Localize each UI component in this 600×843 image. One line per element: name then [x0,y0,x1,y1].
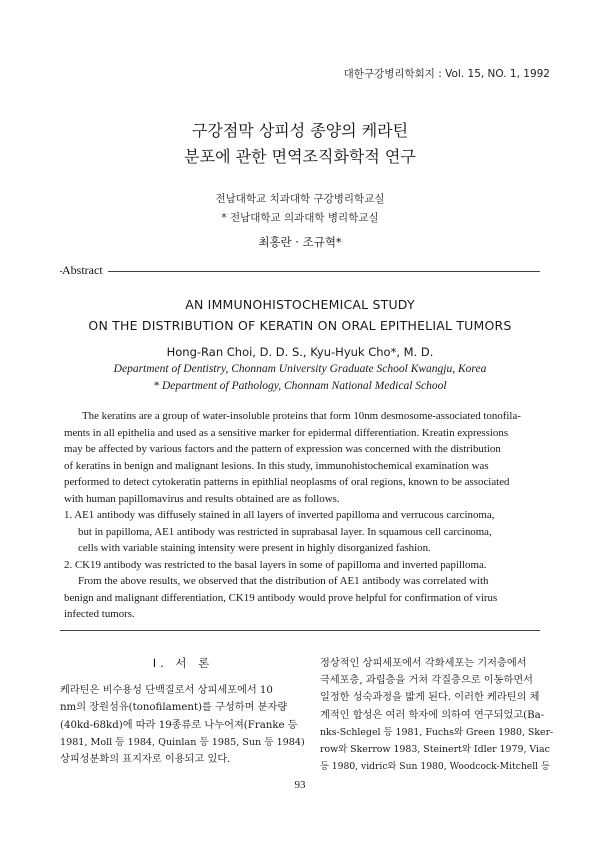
body-line: 극세포층, 과립층을 거쳐 각질층으로 이동하면서 [320,675,534,687]
body-line: 계적인 합성은 여러 학자에 의하여 연구되었고(Ba- [320,709,545,721]
english-title-line: AN IMMUNOHISTOCHEMICAL STUDY [185,297,415,312]
body-line: nks-Schlegel 등 1981, Fuchs와 Green 1980, Sker- [320,726,554,738]
korean-authors: 최홍란 · 조규혁* [258,235,342,249]
english-authors: Hong-Ran Choi, D. D. S., Kyu-Hyuk Cho*, M. D. [166,345,434,359]
abstract-line: with human papillomavirus and results obtained are as follows. [64,492,340,505]
abstract-body [64,408,542,623]
body-line: (40kd-68kd)에 따라 19종류로 나누어져(Franke 등 [60,719,298,731]
left-column [60,655,306,768]
abstract-line: ments in all epithelia and used as a sensitive marker for epidermal differentiation. Kreatin expressions [64,426,509,439]
abstract-line: but in papilloma, AE1 antibody was restricted in suprabasal layer. In squamous cell carcinoma, [78,525,492,538]
abstract-line: 1. AE1 antibody was diffusely stained in all layers of inverted papilloma and verrucous carcinoma, [64,509,495,521]
abstract-label: Abstract [62,263,108,278]
abstract-line: The keratins are a group of water-insoluble proteins that form 10nm desmosome-associated tonofila- [82,410,521,422]
english-department: Department of Dentistry, Chonnam University Graduate School Kwangju, Korea [113,363,487,375]
korean-title [0,118,600,170]
body-line: 상피성분화의 표지자로 이용되고 있다. [60,754,231,766]
abstract-line: 2. CK19 antibody was restricted to the basal layers in some of papilloma and inverted papilloma. [64,558,487,571]
korean-affiliations [0,190,600,228]
english-title [0,294,600,336]
abstract-line: of keratins in benign and malignant lesions. In this study, immunohistochemical examination was [64,459,489,472]
body-line: 등 1980, vidric와 Sun 1980, Woodcock-Mitchell 등 [320,761,550,773]
korean-title-line: 분포에 관한 면역조직화학적 연구 [184,147,416,166]
abstract-bottom-rule [60,630,540,631]
abstract-line: From the above results, we observed that the distribution of AE1 antibody was correlated with [78,575,489,587]
abstract-line: may be affected by various factors and the pattern of expression was concerned with the distribution [64,443,501,455]
body-line: 1981, Moll 등 1984, Quinlan 등 1985, Sun 등 1984) [60,736,305,748]
body-line: 정상적인 상피세포에서 각화세포는 기저층에서 [320,658,527,669]
abstract-top-rule [60,271,540,272]
section-title: I. 서 론 [152,656,214,670]
abstract-line: infected tumors. [64,608,135,620]
abstract-line: benign and malignant differentiation, CK19 antibody would prove helpful for confirmation of virus [64,591,498,604]
body-line: 일정한 성숙과정을 밟게 된다. 이러한 케라틴의 체 [320,692,540,704]
body-line: row와 Skerrow 1983, Steinert와 Idler 1979, Viac [320,744,550,756]
abstract-line: performed to detect cytokeratin patterns in epithlial neoplasms of oral regions, known to be associated [64,476,510,488]
abstract-line: cells with variable staining intensity were present in highly disorganized fashion. [78,542,431,554]
korean-title-line: 구강점막 상피성 종양의 케라틴 [191,121,409,140]
korean-affiliation: 전남대학교 치과대학 구강병리학교실 [215,193,385,205]
right-column [320,655,552,775]
body-line: 케라틴은 비수용성 단백질로서 상피세포에서 10 [60,685,273,697]
korean-affiliation: * 전남대학교 의과대학 병리학교실 [221,212,379,224]
english-title-line: ON THE DISTRIBUTION OF KERATIN ON ORAL EPITHELIAL TUMORS [88,318,512,333]
body-line: nm의 장원섬유(tonofilament)를 구성하며 분자량 [60,702,288,714]
english-department: * Department of Pathology, Chonnam National Medical School [153,380,447,392]
english-departments [0,361,600,395]
running-header: 대한구강병리학회지 : Vol. 15, NO. 1, 1992 [343,68,550,80]
page-number: 93 [294,779,306,791]
